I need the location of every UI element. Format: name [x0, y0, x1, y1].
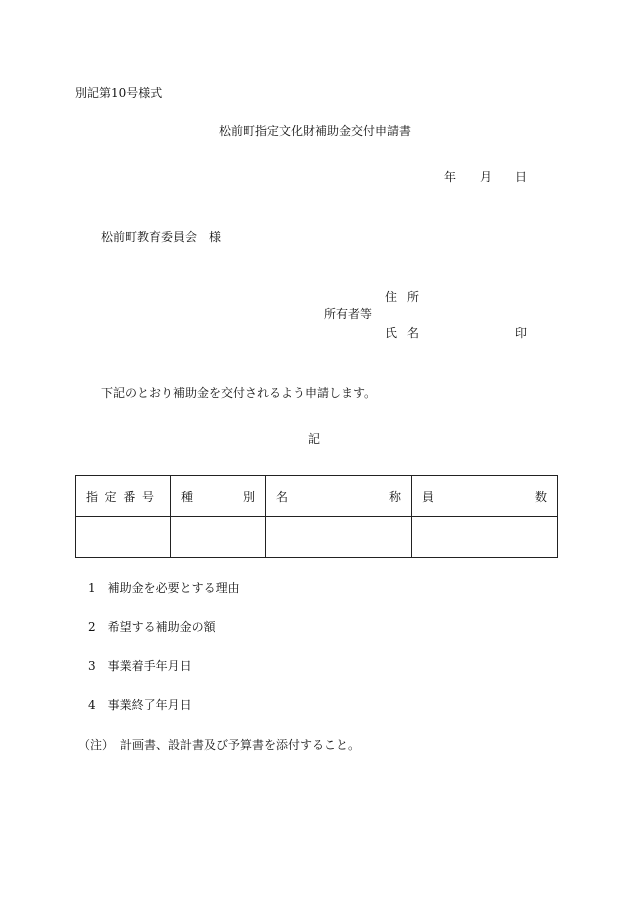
- property-table: [75, 475, 558, 558]
- application-statement: 下記のとおり補助金を交付されるよう申請します。: [101, 386, 377, 400]
- date-day: 日: [515, 170, 528, 184]
- address-label: 住 所: [385, 290, 419, 304]
- table-header-row: [76, 476, 558, 517]
- list-item: 2 希望する補助金の額: [88, 620, 216, 634]
- owner-label: 所有者等: [324, 307, 373, 321]
- date-year: 年: [444, 170, 457, 184]
- seal-mark: 印: [515, 326, 528, 340]
- note-text: 計画書、設計書及び予算書を添付すること。: [120, 738, 361, 752]
- cell-quantity[interactable]: [412, 517, 558, 558]
- date-month: 月: [480, 170, 493, 184]
- header-type: 種 別: [171, 476, 266, 517]
- ki-heading: 記: [308, 432, 321, 446]
- list-item: 3 事業着手年月日: [88, 659, 192, 673]
- note-label: （注）: [78, 738, 115, 752]
- cell-designation-number[interactable]: [76, 517, 171, 558]
- header-designation-number: 指 定 番 号: [76, 476, 171, 517]
- name-label: 氏 名: [385, 326, 419, 340]
- cell-name[interactable]: [266, 517, 412, 558]
- list-item: 1 補助金を必要とする理由: [88, 581, 240, 595]
- cell-type[interactable]: [171, 517, 266, 558]
- header-quantity: 員 数: [412, 476, 558, 517]
- document-title: 松前町指定文化財補助金交付申請書: [218, 124, 411, 138]
- addressee: 松前町教育委員会 様: [101, 230, 222, 244]
- table-row: [76, 517, 558, 558]
- header-name: 名 称: [266, 476, 412, 517]
- list-item: 4 事業終了年月日: [88, 698, 192, 712]
- attachment-note: [78, 738, 360, 752]
- form-number: 別記第10号様式: [75, 86, 163, 100]
